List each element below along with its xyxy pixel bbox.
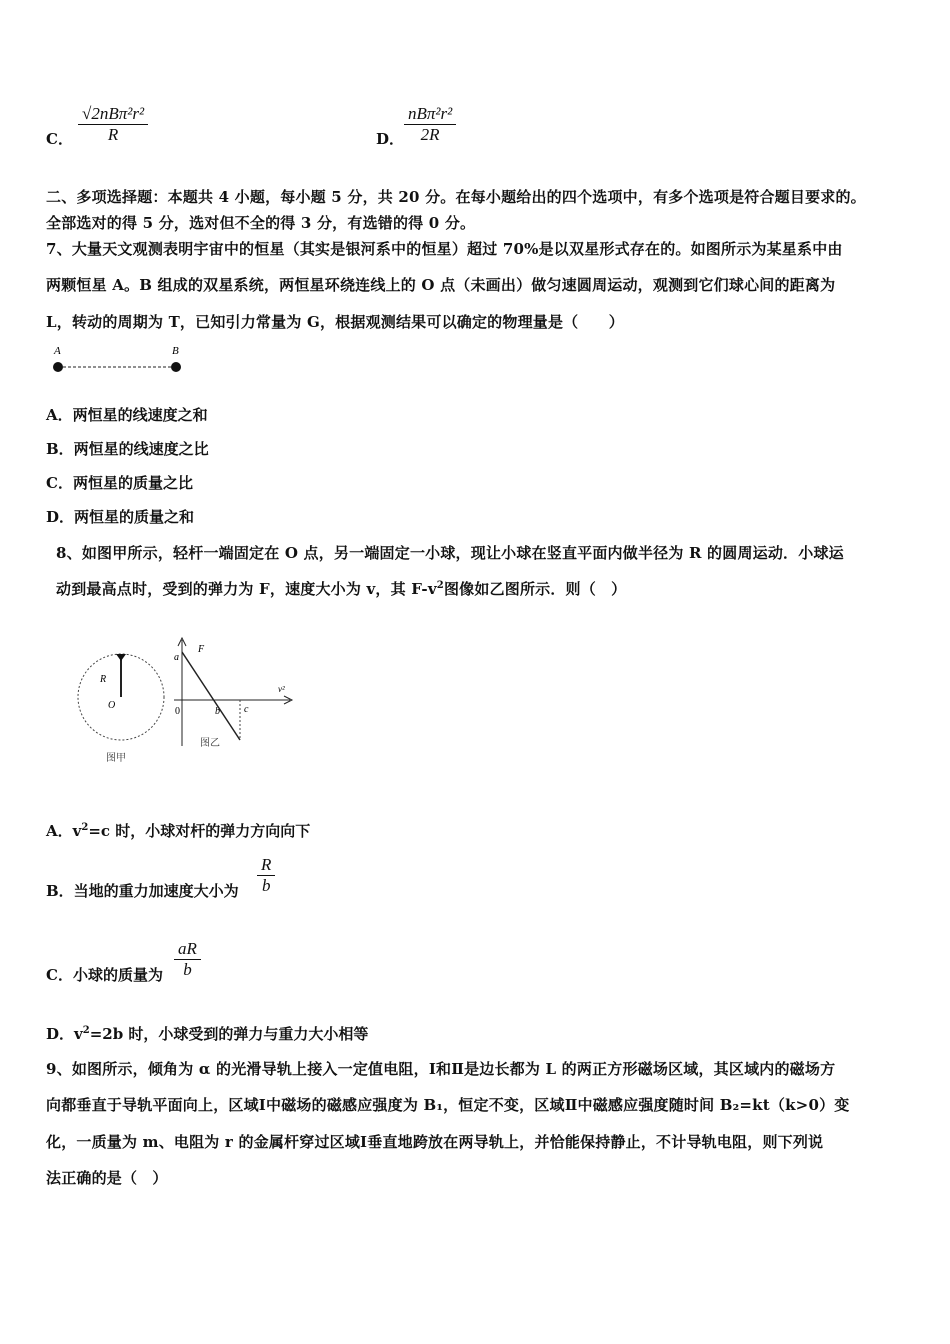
q8-stem-line2: 动到最高点时，受到的弹力为 F，速度大小为 v，其 $F-v^2$图像如乙图所示．则（ ） (56, 580, 627, 598)
q8-figure-yi (168, 634, 298, 754)
q7-fig-label-b: B (172, 345, 179, 357)
q8-option-a: A．$v^2=c$ 时，小球对杆的弹力方向向下 (46, 822, 311, 840)
q9-stem-line3: 化，一质量为 m、电阻为 r 的金属杆穿过区域Ⅰ垂直地跨放在两导轨上，并恰能保持静止，不计导轨电阻，则下列说 (46, 1133, 824, 1151)
q8-option-c: C．小球的质量为 (46, 966, 163, 984)
q8-option-b-denominator: b (261, 876, 271, 895)
q6-option-d-fraction (404, 104, 456, 145)
q6-option-c-denominator: R (107, 125, 119, 144)
q6-option-d-numerator: nBπ²r² (404, 104, 456, 125)
q8-fig2-label-c: c (244, 704, 249, 715)
q8-option-b: B．当地的重力加速度大小为 (46, 882, 239, 900)
q6-option-d-denominator: 2R (420, 125, 440, 144)
q8-fig1-label-r: R (100, 674, 107, 685)
q6-option-c-label: C． (46, 130, 73, 148)
q7-stem-line2: 两颗恒星 A。B 组成的双星系统，两恒星环绕连线上的 O 点（未画出）做匀速圆周运动，观测到它们球心间的距离为 (46, 276, 836, 294)
q7-option-c: C．两恒星的质量之比 (46, 474, 193, 492)
q8-option-c-denominator: b (183, 960, 192, 979)
q6-option-c-fraction (78, 104, 148, 145)
q8-fig2-label-f: F (198, 644, 205, 655)
q8-fig2-label-zero: 0 (175, 706, 180, 717)
q7-option-a: A．两恒星的线速度之和 (46, 406, 208, 424)
q8-fig1-caption: 图甲 (106, 753, 126, 764)
q8-option-c-numerator: aR (174, 939, 201, 960)
q7-stem-line3: L，转动的周期为 T，已知引力常量为 G，根据观测结果可以确定的物理量是（ ） (46, 313, 624, 331)
q8-option-b-fraction (257, 855, 275, 896)
q8-option-d: D．$v^2=2b$ 时，小球受到的弹力与重力大小相等 (46, 1025, 369, 1043)
q8-fig2-label-a: a (174, 652, 179, 663)
q6-option-d-label: D． (376, 130, 405, 148)
q7-stem-line1: 7、大量天文观测表明宇宙中的恒星（其实是银河系中的恒星）超过 70%是以双星形式存在的。如图所示为某星系中由 (46, 240, 843, 258)
q7-star-a (53, 362, 63, 372)
q8-f-v2-line (182, 652, 240, 740)
q9-stem-line1: 9、如图所示，倾角为 α 的光滑导轨上接入一定值电阻，Ⅰ和Ⅱ是边长都为 L 的两正方形磁场区域，其区域内的磁场方 (46, 1060, 836, 1078)
q9-stem-line2: 向都垂直于导轨平面向上，区域Ⅰ中磁场的磁感应强度为 B₁，恒定不变，区域Ⅱ中磁感应强度随时间 B₂=kt（k>0）变 (46, 1096, 850, 1114)
section2-instructions-line1: 二、多项选择题：本题共 4 小题，每小题 5 分，共 20 分。在每小题给出的四个选项中，有多个选项是符合题目要求的。 (46, 188, 866, 206)
q9-stem-line4: 法正确的是（ ） (46, 1169, 168, 1187)
q8-stem-line1: 8、如图甲所示，轻杆一端固定在 O 点，另一端固定一小球，现让小球在竖直平面内做半径为 R 的圆周运动．小球运 (56, 544, 844, 562)
q8-fig1-label-o: O (108, 700, 116, 711)
q8-fig2-caption: 图乙 (200, 738, 220, 749)
q8-fig2-label-b: b (215, 706, 220, 717)
section2-instructions-line2: 全部选对的得 5 分，选对但不全的得 3 分，有选错的得 0 分。 (46, 214, 476, 232)
q7-star-b (171, 362, 181, 372)
q8-fig2-label-v2: v² (278, 684, 285, 694)
q8-option-c-fraction (174, 939, 201, 980)
q8-ball-marker (116, 654, 126, 661)
q6-option-c-numerator: √2nBπ²r² (78, 104, 148, 125)
q7-option-b: B．两恒星的线速度之比 (46, 440, 209, 458)
q7-binary-star-figure (44, 340, 194, 380)
q8-figure-jia (70, 640, 180, 770)
q7-option-d: D．两恒星的质量之和 (46, 508, 195, 526)
q8-option-b-numerator: R (257, 855, 275, 876)
q7-fig-label-a: A (54, 345, 61, 357)
